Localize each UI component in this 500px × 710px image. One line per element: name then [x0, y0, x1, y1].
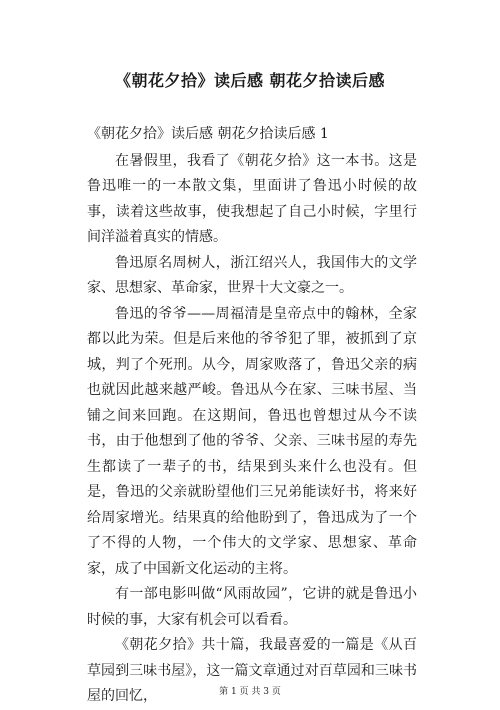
document-title: 《朝花夕拾》读后感 朝花夕拾读后感: [114, 71, 386, 90]
paragraph-3: 鲁迅的爷爷——周福清是皇帝点中的翰林，全家都以此为荣。但是后来他的爷爷犯了罪，被抓到了京城，判了个死刑。从今，周家败落了，鲁迅父亲的病也就因此越来越严峻。鲁迅从今在家、三味书屋、当铺之间来回跑。在这期间，鲁迅也曾想过从今不读书，由于他想到了他的爷爷、父亲、三味书屋的寿先生都读了一辈子的书，结果到头来什么也没有。但是，鲁迅的父亲就盼望他们三兄弟能读好书，将来好给周家增光。结果真的给他盼到了，鲁迅成为了一个了不得的人物，一个伟大的文学家、思想家、革命家，成了中国新文化运动的主将。: [87, 305, 417, 577]
paragraph-2: 鲁迅原名周树人，浙江绍兴人，我国伟大的文学家、思想家、革命家，世界十大文豪之一。: [87, 254, 417, 296]
paragraph-4: 有一部电影叫做“风雨故园”，它讲的就是鲁迅小时候的事，大家有机会可以看看。: [87, 586, 417, 628]
page-footer: 第 1 页 共 3 页: [219, 687, 281, 697]
paragraph-1: 在暑假里，我看了《朝花夕拾》这一本书。这是鲁迅唯一的一本散文集，里面讲了鲁迅小时候的故事，读着这些故事，使我想起了自己小时候，字里行间洋溢着真实的情感。: [87, 152, 417, 245]
section-subtitle: 《朝花夕拾》读后感 朝花夕拾读后感 1: [87, 126, 329, 142]
paragraph-5: 《朝花夕拾》共十篇，我最喜爱的一篇是《从百草园到三味书屋》，这一篇文章通过对百草园和三味书屋的回忆，: [87, 637, 417, 704]
document-body: [87, 122, 417, 710]
